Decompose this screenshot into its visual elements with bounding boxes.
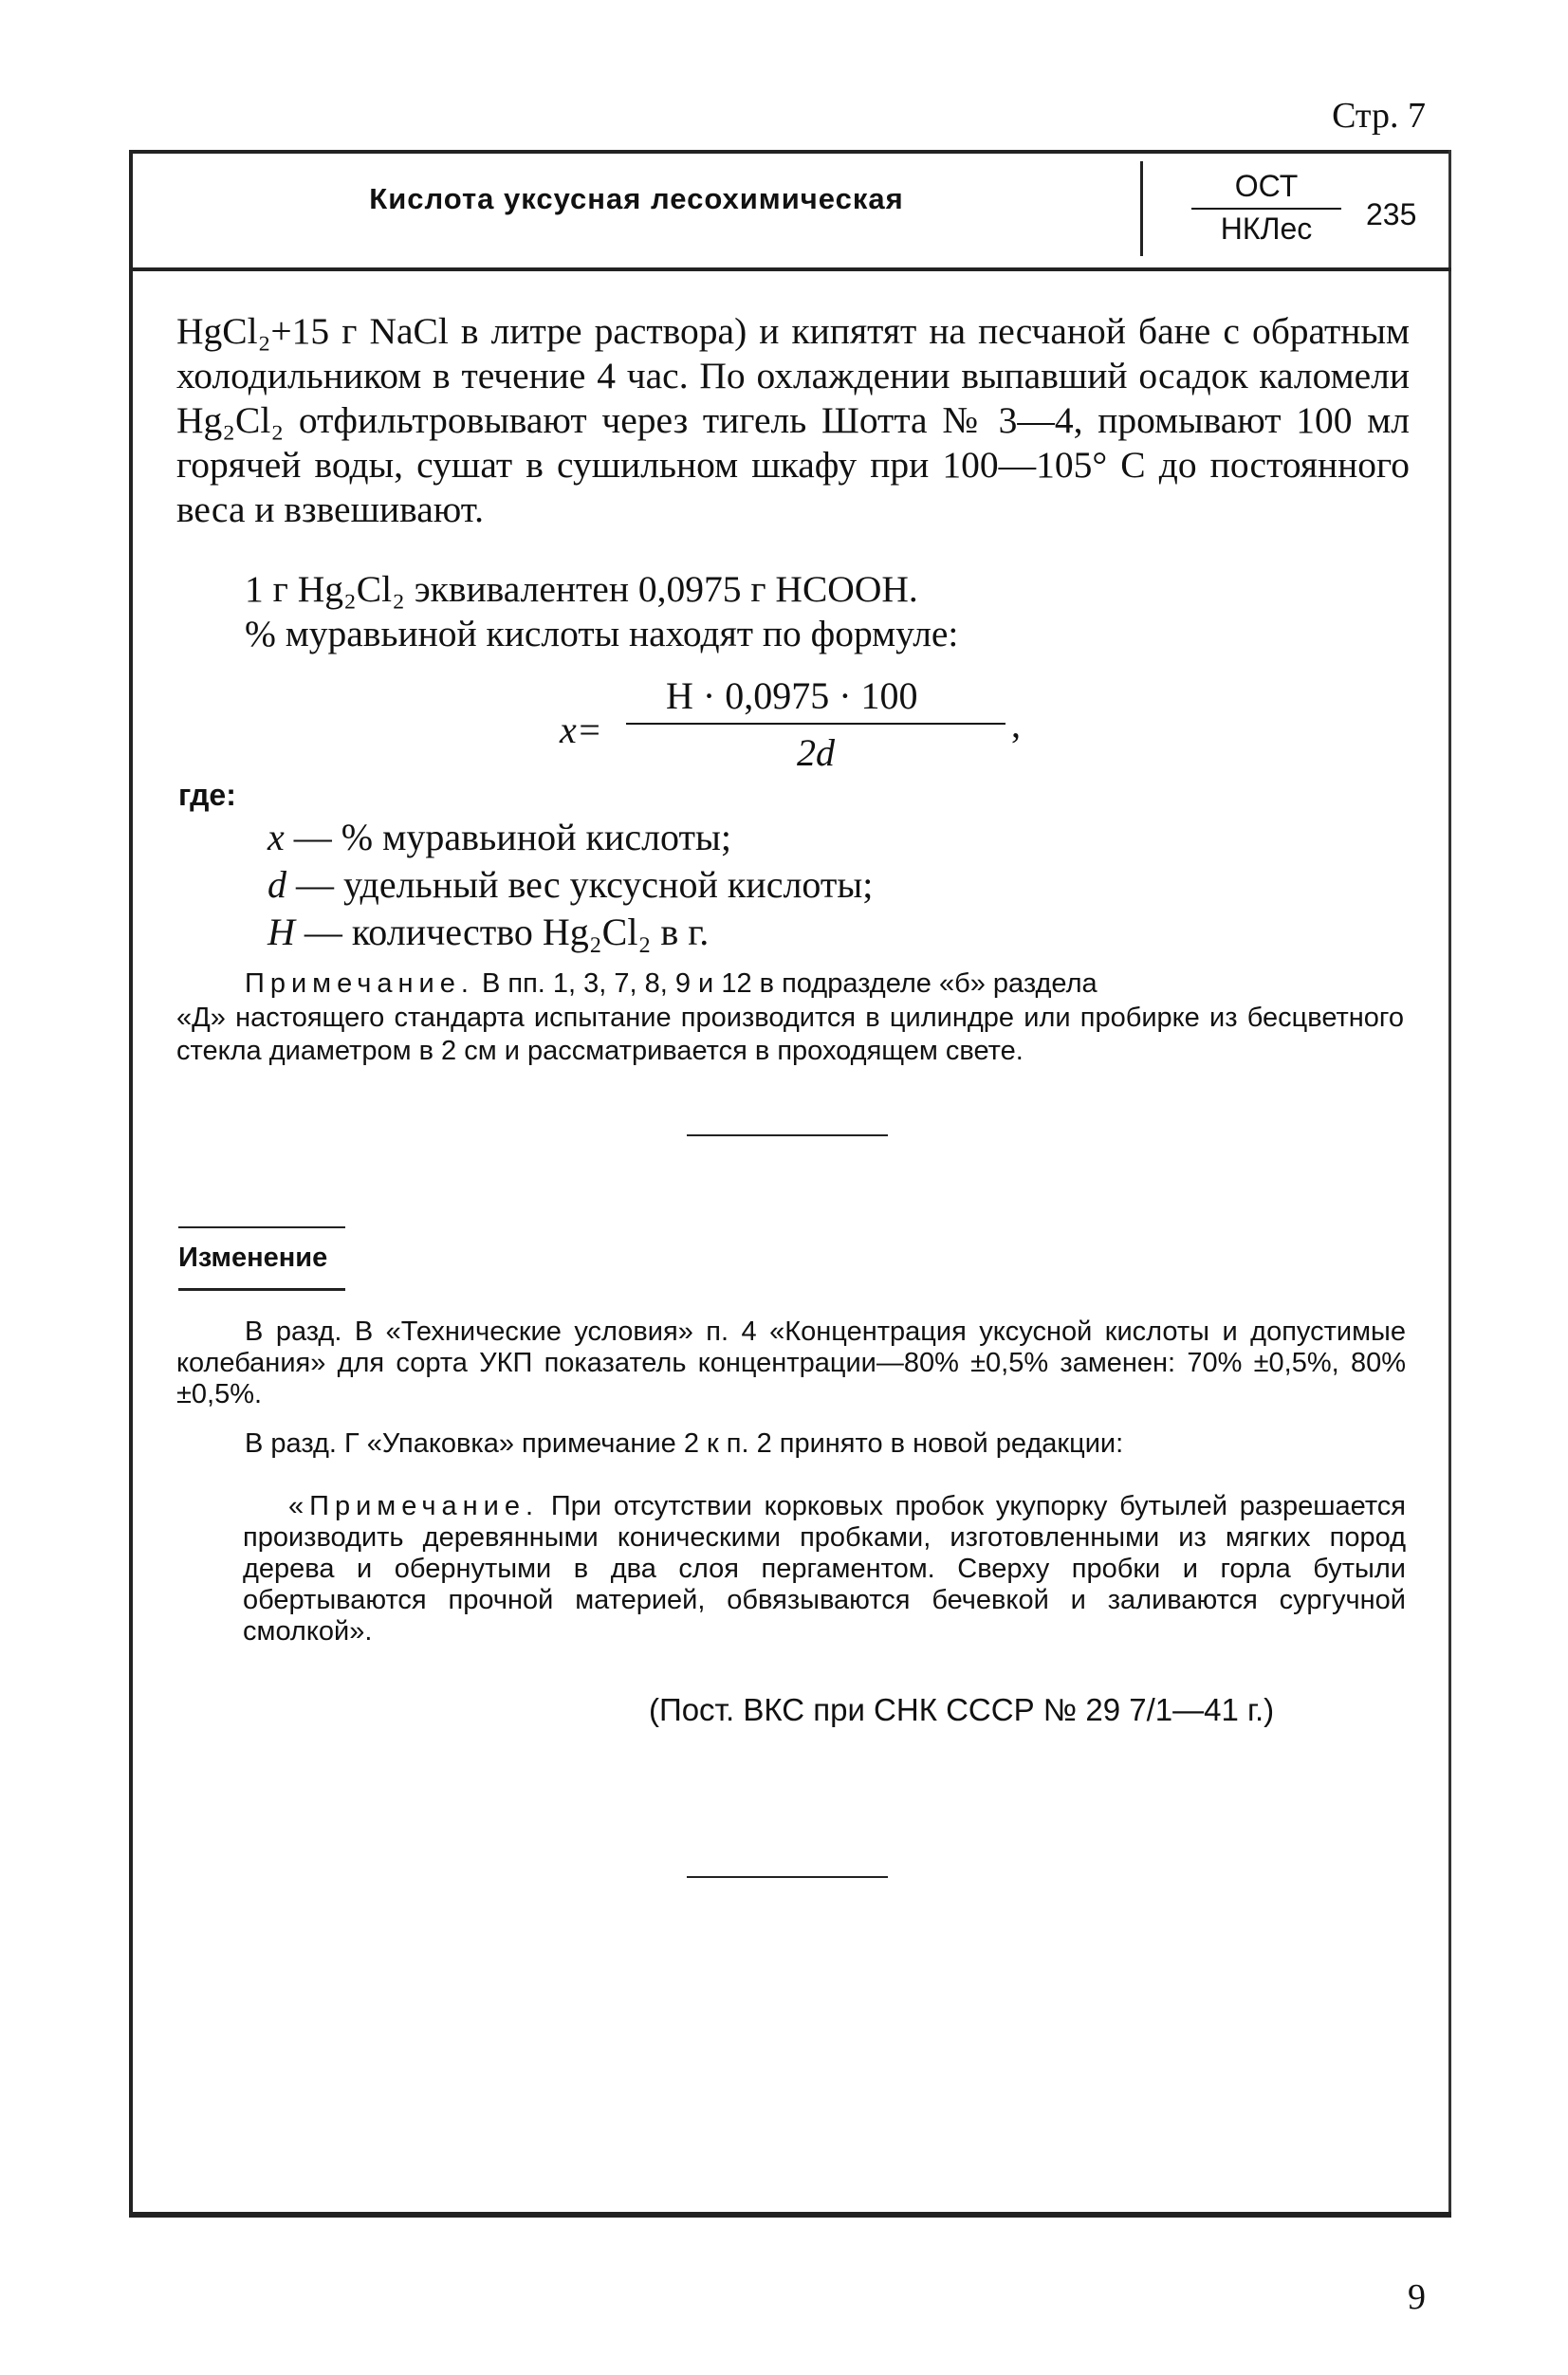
formula-lhs: x= — [560, 709, 602, 751]
separator-2 — [687, 1876, 888, 1878]
definition-text: — % муравьиной кислоты; — [293, 816, 731, 858]
note-continuation: «Д» настоящего стандарта испытание производится в цилиндре или пробирке из бесцветного стекла диаметром в 2 см и рассматривается в проходящем свете. — [176, 1003, 1404, 1066]
where-label: где: — [178, 778, 236, 812]
change-title: Изменение — [178, 1243, 328, 1273]
header-bottom-rule — [133, 267, 1451, 271]
change-source: (Пост. ВКС при СНК СССР № 29 7/1—41 г.) — [649, 1692, 1275, 1727]
formula-fraction-line — [626, 723, 1005, 725]
definition-symbol: d — [267, 863, 286, 906]
frame-left-border — [129, 150, 133, 2214]
frame-top-border — [131, 150, 1451, 154]
definition-item — [267, 814, 873, 861]
definition-item — [267, 909, 873, 956]
change-paragraph-1: В разд. В «Технические условия» п. 4 «Концентрация уксусной кислоты и допустимые колебания» для сорта УКП показатель концентрации—80% ±0,5% заменен: 70% ±0,5%, 80% ±0,5%. — [176, 1316, 1406, 1409]
separator-1 — [687, 1134, 888, 1136]
definition-symbol: x — [267, 816, 285, 858]
formula-comma: , — [1011, 703, 1021, 746]
change-title-underline — [178, 1288, 345, 1291]
page-number: 9 — [1408, 2277, 1426, 2317]
document-title: Кислота уксусная лесохимическая — [369, 182, 904, 215]
page-label: Стр. 7 — [1332, 96, 1426, 136]
change-paragraph-2: В разд. Г «Упаковка» примечание 2 к п. 2 принято в новой редакции: — [245, 1428, 1124, 1459]
quote-label: «Примечание. — [288, 1491, 540, 1521]
frame-bottom-border — [129, 2212, 1451, 2218]
change-quote — [243, 1491, 1406, 1648]
note-first-line — [245, 967, 1404, 1001]
standard-number: 235 — [1366, 197, 1417, 231]
standard-fraction-line — [1191, 208, 1341, 210]
formula-intro: % муравьиной кислоты находят по формуле: — [245, 613, 959, 654]
standard-designation — [1186, 169, 1347, 247]
definition-text: — количество Hg₂Cl₂ в г. — [304, 911, 710, 953]
equivalence-line: 1 г Hg₂Cl₂ эквивалентен 0,0975 г HCOOH. — [245, 568, 918, 610]
header-divider — [1140, 161, 1143, 256]
body-paragraph-1: HgCl₂+15 г NaCl в литре раствора) и кипятят на песчаной бане с обратным холодильником в течение 4 час. По охлаждении выпавший осадок каломели Hg₂Cl₂ отфильтровывают через тигель Шотта № 3—4, промывают 100 мл горячей воды, сушат в сушильном шкафу при 100—105° С до постоянного веса и взвешивают. — [176, 310, 1410, 530]
formula-denominator: 2d — [797, 731, 835, 774]
standard-bottom: НКЛес — [1220, 212, 1313, 246]
frame-right-border — [1448, 150, 1451, 2214]
standard-top: ОСТ — [1234, 169, 1299, 203]
definitions-list — [267, 814, 873, 956]
formula — [560, 673, 1034, 778]
formula-numerator: H · 0,0975 · 100 — [666, 674, 918, 717]
note-first-text: В пп. 1, 3, 7, 8, 9 и 12 в подразделе «б» раздела — [481, 968, 1098, 999]
definition-item — [267, 861, 873, 909]
change-title-overline — [178, 1226, 345, 1228]
definition-symbol: H — [267, 911, 295, 953]
quote-text: При отсутствии корковых пробок укупорку бутылей разрешается производить деревянными коническими пробками, изготовленными из мягких пород дерева и обернутыми в два слоя пергаментом. Сверху пробки и горла бутыли обертываются прочной материей, обвязываются бечевкой и заливаются сургучной смолкой». — [243, 1491, 1407, 1647]
definition-text: — удельный вес уксусной кислоты; — [296, 863, 874, 906]
note-label: Примечание. — [245, 968, 474, 999]
